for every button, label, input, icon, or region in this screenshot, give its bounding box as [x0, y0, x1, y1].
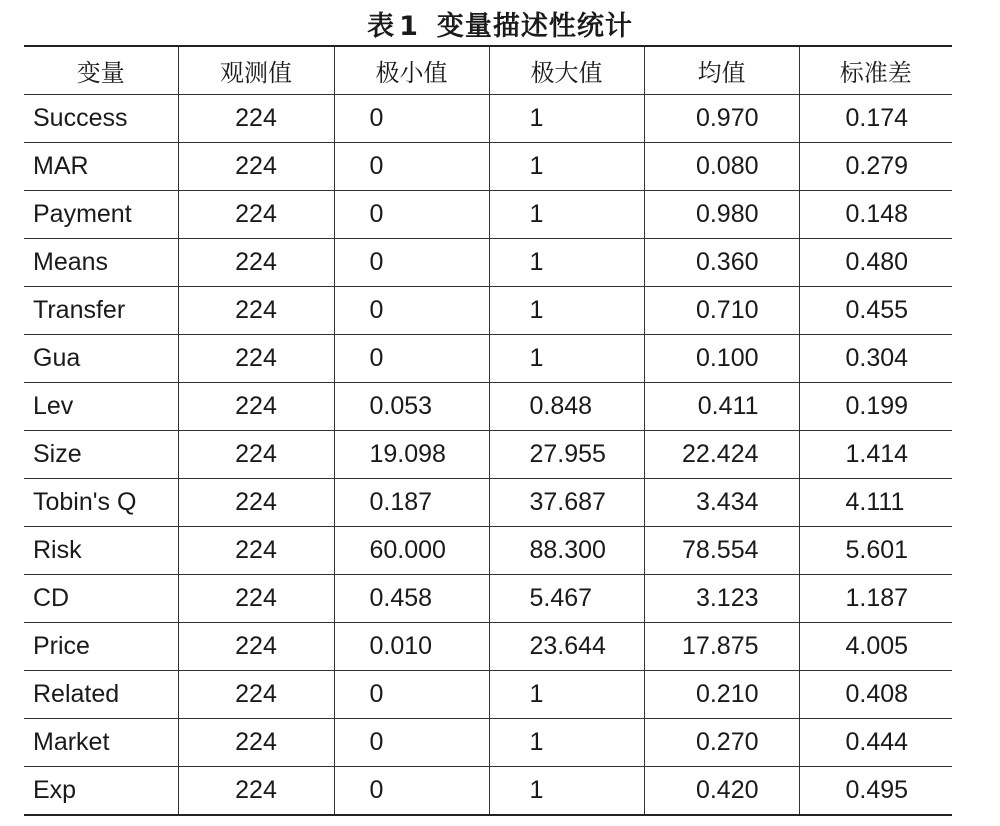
table-row: [24, 335, 952, 383]
cell-maximum: 1: [489, 719, 644, 767]
cell-minimum: 0.187: [334, 479, 489, 527]
cell-std-dev: 1.414: [799, 431, 952, 479]
cell-std-dev: 0.174: [799, 95, 952, 143]
cell-maximum: 1: [489, 95, 644, 143]
header-variable: 变量: [24, 46, 178, 95]
cell-maximum: 1: [489, 671, 644, 719]
cell-mean: 0.970: [644, 95, 799, 143]
cell-maximum: 1: [489, 335, 644, 383]
cell-minimum: 60.000: [334, 527, 489, 575]
cell-minimum: 0.053: [334, 383, 489, 431]
cell-observations: 224: [178, 191, 334, 239]
table-title-prefix: 表: [367, 11, 396, 42]
cell-minimum: 0: [334, 671, 489, 719]
descriptive-statistics-table: [24, 45, 952, 816]
cell-std-dev: 0.279: [799, 143, 952, 191]
table-body: [24, 95, 952, 816]
cell-variable: CD: [24, 575, 178, 623]
cell-variable: Price: [24, 623, 178, 671]
cell-minimum: 0.458: [334, 575, 489, 623]
cell-maximum: 1: [489, 767, 644, 816]
cell-observations: 224: [178, 287, 334, 335]
cell-observations: 224: [178, 767, 334, 816]
table-row: [24, 575, 952, 623]
cell-std-dev: 5.601: [799, 527, 952, 575]
table-row: [24, 239, 952, 287]
cell-variable: MAR: [24, 143, 178, 191]
cell-variable: Tobin's Q: [24, 479, 178, 527]
table-row: [24, 719, 952, 767]
table-row: [24, 191, 952, 239]
cell-mean: 0.210: [644, 671, 799, 719]
cell-mean: 22.424: [644, 431, 799, 479]
cell-mean: 0.360: [644, 239, 799, 287]
cell-maximum: 0.848: [489, 383, 644, 431]
cell-observations: 224: [178, 95, 334, 143]
cell-variable: Lev: [24, 383, 178, 431]
header-mean: 均值: [644, 46, 799, 95]
cell-mean: 0.411: [644, 383, 799, 431]
cell-std-dev: 1.187: [799, 575, 952, 623]
cell-minimum: 0: [334, 335, 489, 383]
cell-mean: 3.123: [644, 575, 799, 623]
header-std-dev: 标准差: [799, 46, 952, 95]
cell-variable: Gua: [24, 335, 178, 383]
header-minimum: 极小值: [334, 46, 489, 95]
cell-mean: 0.100: [644, 335, 799, 383]
cell-std-dev: 4.111: [799, 479, 952, 527]
table-row: [24, 383, 952, 431]
cell-variable: Means: [24, 239, 178, 287]
cell-variable: Risk: [24, 527, 178, 575]
cell-variable: Success: [24, 95, 178, 143]
cell-minimum: 0: [334, 143, 489, 191]
cell-observations: 224: [178, 575, 334, 623]
cell-minimum: 0: [334, 95, 489, 143]
cell-maximum: 1: [489, 191, 644, 239]
table-row: [24, 143, 952, 191]
cell-minimum: 0: [334, 287, 489, 335]
cell-observations: 224: [178, 431, 334, 479]
cell-maximum: 37.687: [489, 479, 644, 527]
cell-observations: 224: [178, 623, 334, 671]
cell-std-dev: 0.148: [799, 191, 952, 239]
cell-mean: 17.875: [644, 623, 799, 671]
cell-observations: 224: [178, 527, 334, 575]
cell-minimum: 19.098: [334, 431, 489, 479]
header-maximum: 极大值: [489, 46, 644, 95]
table-row: [24, 671, 952, 719]
cell-observations: 224: [178, 335, 334, 383]
header-observations: 观测值: [178, 46, 334, 95]
table-row: [24, 623, 952, 671]
cell-minimum: 0: [334, 719, 489, 767]
cell-minimum: 0.010: [334, 623, 489, 671]
cell-observations: 224: [178, 383, 334, 431]
cell-observations: 224: [178, 479, 334, 527]
cell-observations: 224: [178, 671, 334, 719]
table-row: [24, 287, 952, 335]
cell-mean: 0.080: [644, 143, 799, 191]
cell-mean: 3.434: [644, 479, 799, 527]
cell-mean: 0.710: [644, 287, 799, 335]
cell-maximum: 1: [489, 287, 644, 335]
cell-mean: 0.270: [644, 719, 799, 767]
cell-std-dev: 0.304: [799, 335, 952, 383]
cell-std-dev: 0.408: [799, 671, 952, 719]
cell-std-dev: 0.455: [799, 287, 952, 335]
cell-maximum: 27.955: [489, 431, 644, 479]
cell-observations: 224: [178, 719, 334, 767]
cell-mean: 0.420: [644, 767, 799, 816]
cell-variable: Exp: [24, 767, 178, 816]
table-row: [24, 527, 952, 575]
cell-std-dev: 0.199: [799, 383, 952, 431]
cell-minimum: 0: [334, 767, 489, 816]
cell-mean: 0.980: [644, 191, 799, 239]
cell-variable: Related: [24, 671, 178, 719]
table-row: [24, 479, 952, 527]
cell-std-dev: 0.495: [799, 767, 952, 816]
table-title: [0, 4, 1000, 43]
table-header-row: [24, 46, 952, 95]
cell-observations: 224: [178, 239, 334, 287]
cell-variable: Payment: [24, 191, 178, 239]
table-row: [24, 95, 952, 143]
cell-minimum: 0: [334, 239, 489, 287]
cell-minimum: 0: [334, 191, 489, 239]
cell-observations: 224: [178, 143, 334, 191]
table-row: [24, 431, 952, 479]
cell-variable: Market: [24, 719, 178, 767]
table-title-number: 1: [399, 11, 419, 42]
cell-mean: 78.554: [644, 527, 799, 575]
cell-maximum: 5.467: [489, 575, 644, 623]
cell-maximum: 88.300: [489, 527, 644, 575]
cell-std-dev: 0.480: [799, 239, 952, 287]
table-row: [24, 767, 952, 816]
table-title-text: 变量描述性统计: [436, 11, 633, 42]
cell-maximum: 1: [489, 239, 644, 287]
cell-maximum: 23.644: [489, 623, 644, 671]
cell-maximum: 1: [489, 143, 644, 191]
cell-variable: Transfer: [24, 287, 178, 335]
cell-std-dev: 0.444: [799, 719, 952, 767]
cell-std-dev: 4.005: [799, 623, 952, 671]
cell-variable: Size: [24, 431, 178, 479]
